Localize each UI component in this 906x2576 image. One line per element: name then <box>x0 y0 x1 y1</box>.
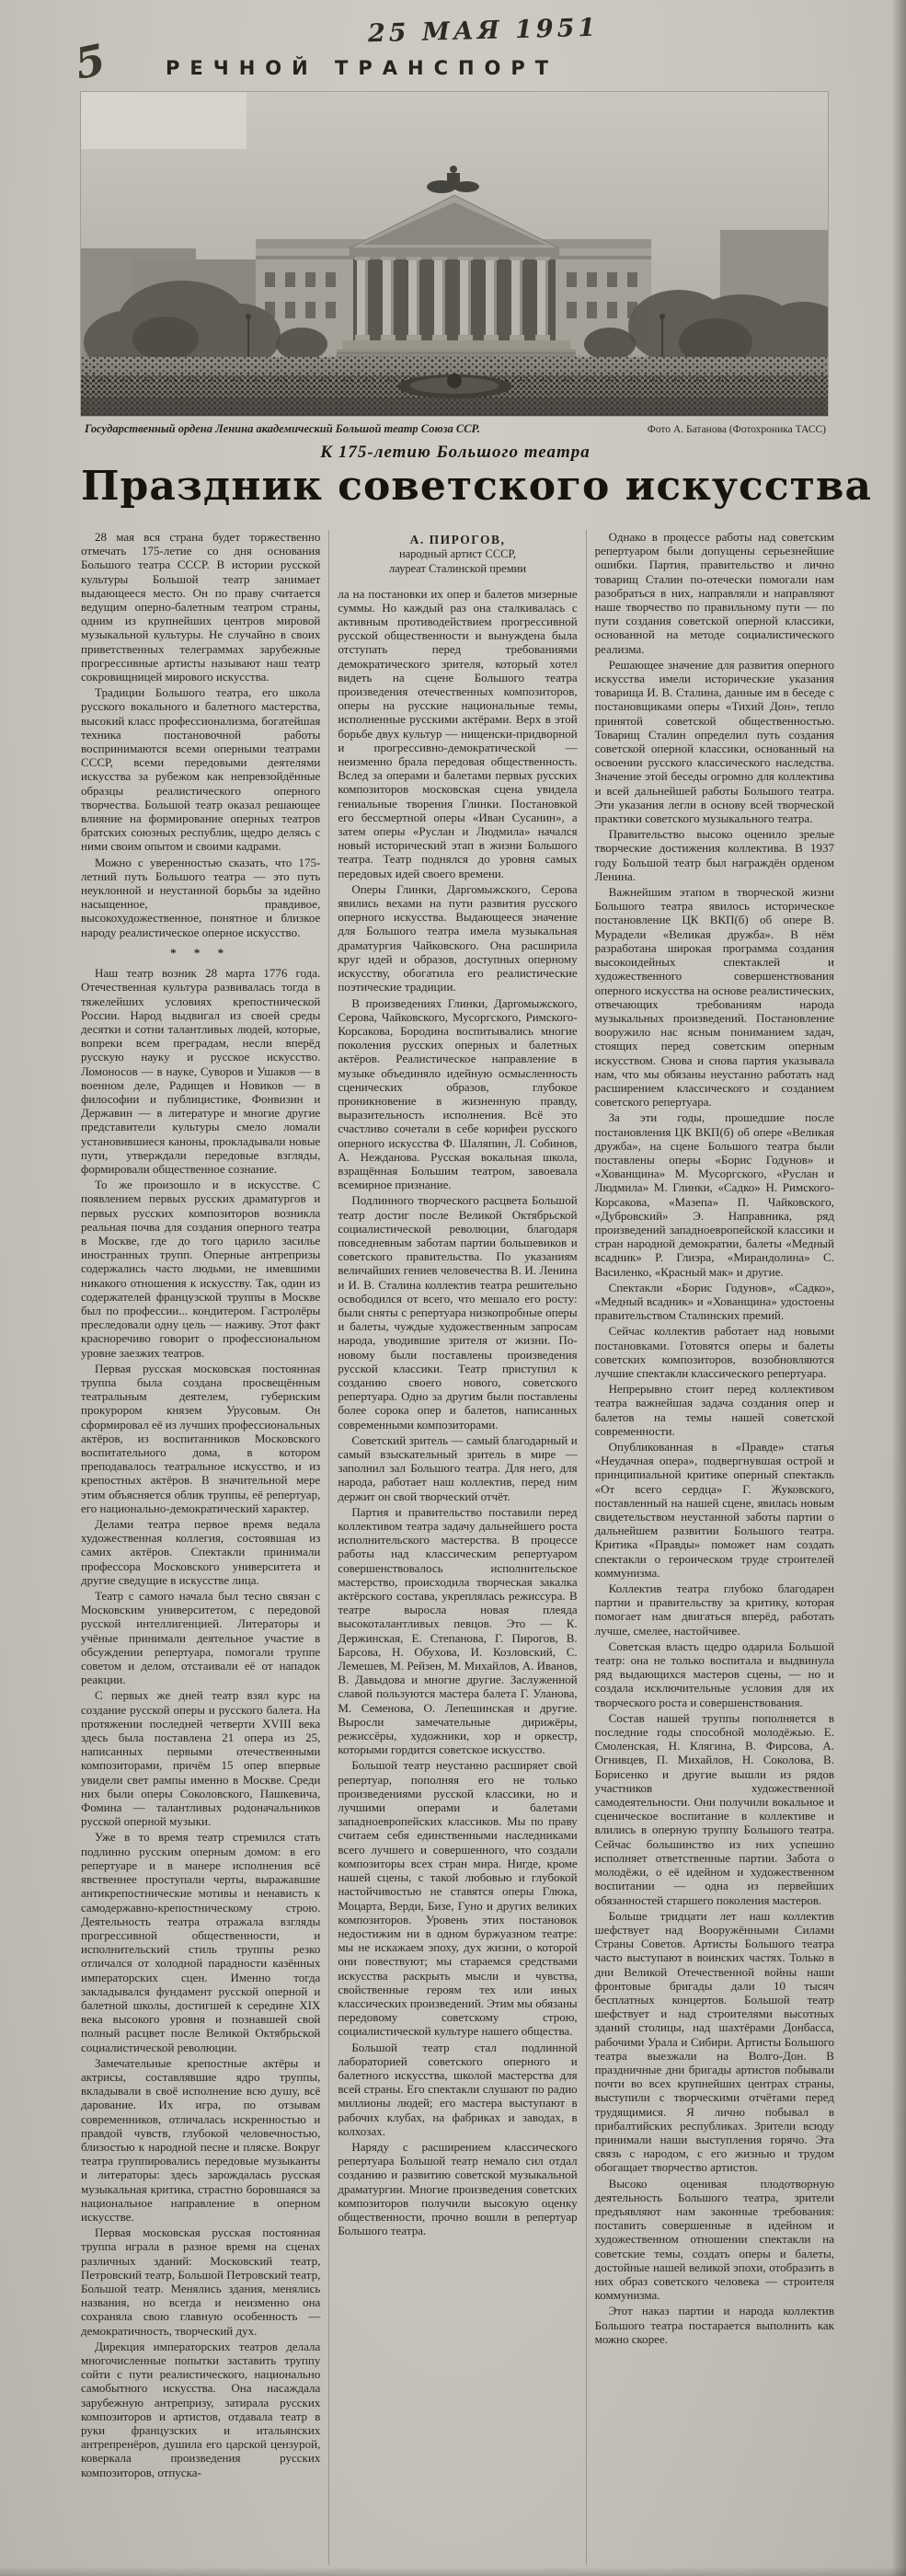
scan-edge-shadow-right <box>891 0 906 2576</box>
photo-caption: Государственный ордена Ленина академический Большой театр Союза ССР. <box>85 422 481 435</box>
photo-credit: Фото А. Батанова (Фотохроника ТАСС) <box>647 424 826 435</box>
byline-author: А. ПИРОГОВ, <box>409 533 506 546</box>
article-body <box>81 530 834 2565</box>
paragraph: За эти годы, прошедшие после постановления ЦК ВКП(б) об опере «Великая дружба», на сцене Большого театра были поставлены оперы «Борис Годунов» и «Хованщина» М. Мусоргского, «Руслан и Людмила» М. Глинки, «Садко» Н. Римского-Корсакова, «Мазепа» П. Чайковского, «Дубровский» Э. Направника, ряд произведений западноевропейской классики и стран народной демократии, балеты «Медный всадник» Р. Глиэра, «Мирандолина» С. Василенко, «Красный мак» и другие. <box>594 1110 834 1279</box>
paragraph: Замечательные крепостные актёры и актрисы, составлявшие ядро труппы, вкладывали в своё исполнение всю душу, всё дарование. Их игра, по отзывам современников, отличалась искренностью и правдой чувств, глубокой человечностью, близостью к народной песне и пляске. Вокруг театра группировались передовые музыканты и литераторы: здесь зарождалась русская музыкальная критика, страстно боровшаяся за национальное направление в оперном искусстве. <box>81 2055 321 2224</box>
newspaper-masthead: РЕЧНОЙ ТРАНСПОРТ <box>166 57 559 79</box>
paragraph: Этот наказ партии и народа коллектив Большого театра постарается выполнить как можно скорее. <box>594 2304 834 2346</box>
byline-title-2: лауреат Сталинской премии <box>388 562 527 576</box>
paragraph: Уже в то время театр стремился стать подлинно русским оперным домом: в его репертуаре и в манере исполнения всё явственнее проступали черты, выражавшие антикрепостнические мотивы и ненависть к самодержавно-крепостническому строю. Деятельность театра отражала взгляды прогрессивной общественности, и исполнительский стиль труппы резко отличался от холодной парадности казённых императорских сцен. Именно тогда закладывался фундамент русской оперной и балетной школы, достигшей к середине XIX века высокого уровня и познавшей свой полный расцвет после Великой Октябрьской социалистической революции. <box>81 1830 321 2054</box>
paragraph: * * * <box>170 945 232 960</box>
paragraph: Наш театр возник 28 марта 1776 года. Отечественная культура развивалась тогда в тяжелейших условиях крепостнической России. Народ выдвигал из своей среды десятки и сотни талантливых людей, которые, вопреки всем преградам, несли вперёд русскую науку и русское искусство. Ломоносов — в науке, Суворов и Ушаков — в военном деле, Радищев и Новиков — в философии и публицистике, Фонвизин и Державин — в литературе и многие другие представители культуры смело ломали установившиеся каноны, прокладывали новые пути, утверждали передовые взгляды, формировали общественное сознание. <box>81 966 321 1176</box>
paragraph: Большой театр неустанно расширяет свой репертуар, пополняя его не только произведениями русской классики, но и лучшими операми и балетами западноевропейских классиков. Мы по праву считаем себя единственными наследниками всего лучшего и совершенного, что создали композиторы всех стран мира. Нигде, кроме нашей сцены, с такой любовью и глубокой настойчивостью не ставятся оперы Глюка, Моцарта, Верди, Бизе, Гуно и других великих композиторов. Уровень этих постановок недостижим ни в одном буржуазном театре: мы не искажаем эпоху, дух жизни, о которой они повествуют; мы стараемся средствами искусства раскрыть мысли и чувства, свойственные героям тех или иных классических произведений. Этим мы обязаны передовому советскому строю, социалистической культуре нашего общества. <box>338 1758 578 2039</box>
paragraph: Важнейшим этапом в творческой жизни Большого театра явилось историческое постановление ЦК ВКП(б) об опере В. Мурадели «Великая дружба». В нём разработана широкая программа создания высокоидейных спектаклей и художественного совершенствования оперного искусства на основе реалистических, отвечающих требованиям народа музыкальных произведений. Постановление вооружило нас ясным пониманием задач, стоящих перед советским оперным искусством. Снова и снова партия указывала нам, что мы обязаны неустанно работать над расширением классического и созданием советского репертуара. <box>594 885 834 1110</box>
paragraph: Партия и правительство поставили перед коллективом театра задачу дальнейшего роста исполнительского мастерства. В процессе работы над классическим репертуаром совершенствовалось исполнительское мастерство, происходила творческая закалка актёрского состава, укреплялась режиссура. В театре выросла новая плеяда высокоталантливых певцов. Это — К. Держинская, Е. Степанова, Г. Пирогов, В. Барсова, Н. Обухова, И. Козловский, С. Лемешев, М. Рейзен, М. Михайлов, А. Иванов, В. Давыдова и многие другие. Заслуженной славой пользуются мастера балета Г. Уланова, М. Семенова, О. Лепешинская и другие. Выросли замечательные дирижёры, режиссёры, художники, хор и оркестр, которыми гордится советское искусство. <box>338 1504 578 1757</box>
paragraph: В произведениях Глинки, Даргомыжского, Серова, Чайковского, Мусоргского, Римского-Корсакова, Бородина воспитывались многие поколения русских оперных и балетных актёров. Реалистическое направление в музыке объединяло идейную осмысленность сценических образов, глубокое проникновение в жизненную правду, выразительность исполнения. Всё это счастливо сочетали в себе корифеи русского оперного искусства Ф. Шаляпин, Л. Собинов, А. Нежданова. Русская вокальная школа, взращённая Большим театром, завоевала всемирное признание. <box>338 995 578 1192</box>
article-column-2 <box>328 530 585 2565</box>
article-kicker: К 175-летию Большого театра <box>320 443 591 462</box>
bolshoi-theatre-illustration <box>81 92 828 416</box>
paragraph: Можно с уверенностью сказать, что 175-летний путь Большого театра — это путь неуклонной и неустанной борьбы за идейно насыщенное, правдивое, высокохудожественное, понятное и близкое народу реалистическое оперное искусство. <box>81 855 321 939</box>
paragraph: Наряду с расширением классического репертуара Большой театр немало сил отдал созданию и развитию советской музыкальной драматургии. Многие произведения советских композиторов получили высокую оценку общественности, прочно вошли в репертуар Большого театра. <box>338 2139 578 2238</box>
paragraph: ла на постановки их опер и балетов мизерные суммы. Но каждый раз она сталкивалась с активным противодействием прогрессивной русской общественности и вынуждена была отступать перед требованиями демократического зрителя, который хотел видеть на сцене Большого театра произведения отечественных композиторов, оперы на русские национальные темы, исполненные русскими актёрами. Верх в этой борьбе двух культур — нищенски-придворной и прогрессивно-демократической — неизменно брала передовая общественность. Вслед за операми и балетами первых русских композиторов московская сцена увидела гениальные творения Глинки. Постановкой его бессмертной оперы «Иван Сусанин», а затем оперы «Руслан и Людмила» начался новый исторический этап в жизни Большого театра. Театр поднялся до уровня самых передовых идей своего времени. <box>338 586 578 880</box>
paragraph: Советская власть щедро одарила Большой театр: она не только воспитала и выдвинула ряд выдающихся мастеров сцены, — но и создала исключительные условия для их творческого роста и совершенствования. <box>594 1639 834 1709</box>
byline-title-1: народный артист СССР, <box>398 547 517 561</box>
article-headline: Праздник советского искусства <box>81 463 872 510</box>
paragraph: То же произошло и в искусстве. С появлением первых русских драматургов и первых русских композиторов возникла реальная почва для создания оперного театра в Москве, где до того царило засилье иностранных трупп. Оперные антрепризы содержались часто людьми, не имевшими никакого отношения к искусству. Так, один из содержателей французской труппы в Москве был по профессии... кондитером. Гастролёры преследовали одну цель — наживу. Этот факт красноречиво говорит о профессиональном уровне заезжих театров. <box>81 1178 321 1360</box>
paragraph: Состав нашей труппы пополняется в последние годы способной молодёжью. Е. Смоленская, Н. Клягина, В. Фирсова, А. Огнивцев, П. Михайлов, Н. Соколова, В. Борисенко и другие вышли из рядов участников художественной самодеятельности. Они получили вокальное и сценическое воспитание в коллективе и влились в оперную труппу Большого театра. Сейчас большинство из них успешно исполняет ответственные партии. Забота о молодёжи, о её идейном и художественном воспитании — одна из первейших обязанностей старшего поколения мастеров. <box>594 1710 834 1907</box>
paragraph: Подлинного творческого расцвета Большой театр достиг после Великой Октябрьской социалистической революции, благодаря повседневным заботам партии большевиков и советского правительства. По указаниям величайших гениев человечества В. И. Ленина и И. В. Сталина коллектив театра решительно освободился от всего, что мешало его росту: были сняты с репертуара низкопробные оперы и балеты, чуждые художественным запросам народа, уводившие зрителя от жизни. По-новому были поставлены произведения русской классики. Театр приступил к созданию своего нового, советского репертуара. Одно за другим были поставлены более сорока опер и балетов, написанных современными композиторами. <box>338 1193 578 1432</box>
paragraph: Традиции Большого театра, его школа русского вокального и балетного мастерства, высокий класс профессионализма, богатейшая техника постановочной работы воспринимаются всеми оперными театрами СССР, всеми передовыми деятелями искусства за рубежом как непревзойдённые образцы реалистического оперного творчества. Большой театр оказал решающее влияние на формирование оперных театров братских союзных республик, щедро делясь с ними своим опытом и своими кадрами. <box>81 685 321 854</box>
handwritten-page-number: 5 <box>70 34 110 89</box>
paragraph: Больше тридцати лет наш коллектив шефствует над Вооружёнными Силами Страны Советов. Артисты Большого театра часто выступают в воинских частях. Только в дни Великой Отечественной войны наши фронтовые бригады дали 10 тысяч бесплатных концертов. Большой театр шефствует и над строителями высотных зданий столицы, над шахтёрами Донбасса, рабочими Урала и Сибири. Артисты Большого театра выезжали на Волго-Дон. В праздничные дни бригады артистов побывали почти во всех крупнейших центрах страны, выступили с творческими отчётами перед трудящимися. Я лично побывал в прибалтийских республиках. Зрители всюду принимали наши выступления горячо. Эта связь с народом, с его жизнью и трудом обогащает творчество артистов. <box>594 1908 834 2175</box>
paragraph: Дирекция императорских театров делала многочисленные попытки заставить труппу сойти с пути реалистического, национально самобытного искусства. Она насаждала зарубежную антрепризу, затирала русских композиторов и артистов, отдавала театр в руки французских и итальянских антрепренёров, душила его царской цензурой, коверкала произведения русских композиторов, отпуска- <box>81 2339 321 2479</box>
paragraph: Оперы Глинки, Даргомыжского, Серова явились вехами на пути развития русского оперного искусства. Выдающееся значение для Большого театра имела музыкальная драматургия Чайковского. Она расширила круг идей и образов, доступных оперному искусству, обогатила его реалистические поэтические традиции. <box>338 881 578 995</box>
handwritten-date-stamp: 25 МАЯ 1951 <box>367 13 600 49</box>
paragraph: Непрерывно стоит перед коллективом театра важнейшая задача создания опер и балетов на темы нашей советской современности. <box>594 1382 834 1438</box>
paragraph: Первая русская московская постоянная труппа была создана просвещённым театральным деятелем, губернским прокурором князем Урусовым. Он сформировал её из лучших профессиональных актёров, из воспитанников Московского воспитательного дома, в котором преподавалось театральное искусство, и из крепостных актёров. В значительной мере этим объясняется облик труппы, её репертуар, его национально-демократический характер. <box>81 1361 321 1515</box>
photo-caption-row <box>85 422 826 436</box>
article-column-2-text <box>338 587 577 2238</box>
paragraph: Первая московская русская постоянная труппа играла в разное время на сценах различных зданий: Московский театр, Петровский театр, Большой Петровский театр, Большой театр. Менялись здания, менялись названия, но всегда и неизменно она сохраняла свою главную особенность — демократичность, творческий дух. <box>81 2225 321 2338</box>
article-column-1 <box>81 530 328 2565</box>
paragraph: Высоко оценивая плодотворную деятельность Большого театра, зрители предъявляют нам законные требования: поставить совершенные в идейном и художественном отношении спектакли на советские темы, создать оперы и балеты, достойные нашей великой эпохи, отобразить в них образ советского человека — строителя коммунизма. <box>594 2176 834 2303</box>
bolshoi-theatre-photo <box>81 92 828 416</box>
paragraph: С первых же дней театр взял курс на создание русской оперы и русского балета. На протяжении последней четверти XVIII века здесь была поставлена 21 опера из 25, написанных первыми отечественными композиторами, причём 15 опер впервые увидели свет рампы именно в Москве. Среди них были оперы Соколовского, Пашкевича, Фомина — талантливых родоначальников русской оперной музыки. <box>81 1688 321 1829</box>
paragraph: Коллектив театра глубоко благодарен партии и правительству за критику, которая помогает нам двигаться вперёд, работать лучше, смелее, настойчивее. <box>594 1581 834 1638</box>
paragraph: Большой театр стал подлинной лабораторией советского оперного и балетного искусства, школой мастерства для всей страны. Его спектакли слушают по радио миллионы людей; его мастера выступают в рабочих клубах, на фабриках и заводах, в колхозах. <box>338 2040 578 2138</box>
paragraph: Спектакли «Борис Годунов», «Садко», «Медный всадник» и «Хованщина» удостоены правительством Сталинских премий. <box>594 1280 834 1323</box>
paragraph: Решающее значение для развития оперного искусства имели исторические указания товарища И. В. Сталина, данные им в беседе с постановщиками оперы «Тихий Дон», тепло принятой советской общественностью. Товарищ Сталин определил путь создания советской оперной классики, основанный на освоении русского классического наследства. Значение этой беседы огромно для коллектива и всей дальнейшей работы Большого театра. Эти указания легли в основу всей творческой практики советского музыкального театра. <box>594 657 834 826</box>
byline <box>338 533 577 577</box>
paragraph: Делами театра первое время ведала художественная коллегия, состоявшая из самих актёров. Спектакли принимали профессора Московского университета и другие сведущие в искусстве лица. <box>81 1517 321 1587</box>
paragraph: Правительство высоко оценило зрелые творческие достижения коллектива. В 1937 году Большой театр был награждён орденом Ленина. <box>594 827 834 883</box>
paragraph: Опубликованная в «Правде» статья «Неудачная опера», подвергнувшая острой и принципиальной критике оперный спектакль «От всего сердца» Г. Жуковского, поставленный на нашей сцене, явилась новым свидетельством неустанной заботы партии о дальнейшем развитии Большого театра. Критика «Правды» поможет нам создать спектакли о героическом труде строителей коммунизма. <box>594 1440 834 1580</box>
paragraph: Однако в процессе работы над советским репертуаром были допущены серьезнейшие ошибки. Партия, правительство и лично товарищ Сталин по-отечески помогали нам разобраться в них, направляли и направляют наше творчество по правильному пути — по пути создания советской оперной классики, основанной на методе социалистического реализма. <box>594 530 834 656</box>
paragraph: 28 мая вся страна будет торжественно отмечать 175-летие со дня основания Большого театра СССР. В истории русской культуры Большой театр занимает выдающееся место. Он по праву считается ведущим оперно-балетным театром страны, одним из крупнейших центров мировой музыкальной культуры. Не случайно в своих приветственных телеграммах зарубежные прогрессивные артисты называют наш театр сокровищницей мирового искусства. <box>81 530 321 684</box>
paragraph: Советский зритель — самый благодарный и самый взыскательный зритель в мире — заполнил зал Большого театра. Для него, для народа, работает наш коллектив, перед ним держит он свой творческий отчёт. <box>338 1432 578 1503</box>
paragraph: Театр с самого начала был тесно связан с Московским университетом, с передовой русской интеллигенцией. Литераторы и учёные принимали деятельное участие в обсуждении репертуара, помогали труппе советом и делом, отстаивали её от нападок реакции. <box>81 1589 321 1687</box>
scan-edge-shadow-bottom <box>0 2567 906 2576</box>
article-column-3 <box>586 530 834 2565</box>
paragraph: Сейчас коллектив работает над новыми постановками. Готовятся оперы и балеты советских композиторов, возобновляются лучшие спектакли классического репертуара. <box>594 1324 834 1380</box>
